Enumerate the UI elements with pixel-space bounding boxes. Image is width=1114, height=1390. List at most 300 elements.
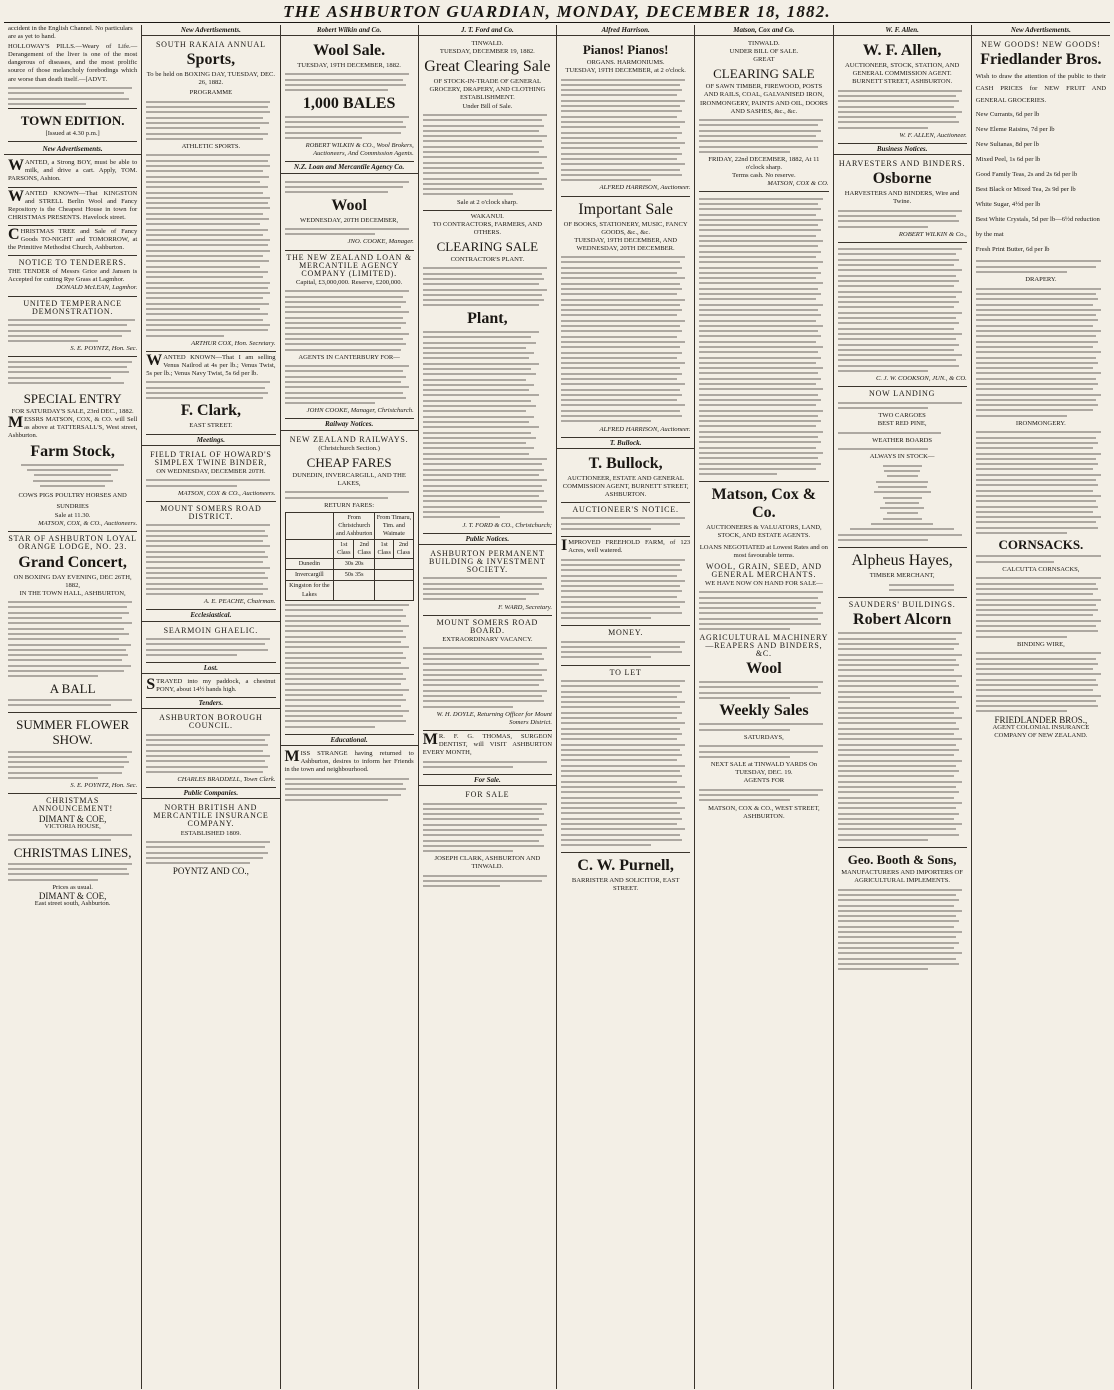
section-heading: J. T. Ford and Co. <box>419 25 556 36</box>
money-advert <box>561 626 690 665</box>
text-lines <box>285 116 414 139</box>
council-notice <box>146 711 275 788</box>
wool-when: WEDNESDAY, 20TH DECEMBER, <box>300 216 399 224</box>
wool-grain-heading: WOOL, GRAIN, SEED, AND GENERAL MERCHANTS. <box>705 561 822 579</box>
wakanui-heading: WAKANUI. <box>470 212 504 220</box>
prices-note: Prices as usual. <box>52 883 93 891</box>
farm-advert <box>561 537 690 626</box>
section-heading: N.Z. Loan and Mercantile Agency Co. <box>281 162 418 173</box>
calcutta-heading: CALCUTTA CORNSACKS, <box>1002 565 1080 573</box>
bullock-advert <box>561 451 690 503</box>
cookson-signature: C. J. W. COOKSON, JUN., & CO. <box>875 375 967 383</box>
concert-title: Grand Concert, <box>18 553 127 571</box>
rakaia-title: SOUTH RAKAIA ANNUAL <box>155 40 266 50</box>
fare-values-invercargill: 50s 35s <box>334 570 375 581</box>
text-lines <box>8 361 137 384</box>
society-signature: F. WARD, Secretary. <box>498 603 552 611</box>
sports-title: Sports, <box>186 51 236 69</box>
text-lines <box>561 79 690 182</box>
fare-header-timaru: From Timaru, Tim. and Waimate <box>375 512 414 539</box>
christmas-lines-title: CHRISTMAS LINES, <box>13 844 132 860</box>
alcorn-name: Robert Alcorn <box>853 611 952 629</box>
text-lines <box>976 577 1106 637</box>
gaelic-notice <box>146 624 275 663</box>
section-heading: Alfred Harrison. <box>557 25 694 36</box>
notice-title: NOTICE TO TENDERERS. <box>18 258 127 268</box>
rakaia-sports-advert <box>146 38 275 352</box>
wanted-text: WANTED, a Strong BOY, must be able to milk, and drive a cart. Apply, TOM. PARSONS, Ashton. <box>8 157 138 183</box>
mount-somers-notice <box>146 502 275 611</box>
strayed-text: STRAYED into my paddock, a chestnut PONY, about 14½ hands high. <box>146 676 276 694</box>
section-heading: Matson, Cox and Co. <box>695 25 832 36</box>
mount-somers-signature: A. E. PEACHE, Chairman. <box>203 598 276 606</box>
section-heading: W. F. Allen. <box>834 25 971 36</box>
text-lines <box>838 448 967 450</box>
timber-reserve: Terms cash. No reserve. <box>732 172 796 180</box>
nzloan-company-advert <box>285 251 414 420</box>
price-item: New Currants, 6d per lb <box>975 111 1040 119</box>
text-lines <box>561 256 690 422</box>
bill-of-sale: UNDER BILL OF SALE. <box>729 48 799 56</box>
text-lines <box>8 751 137 779</box>
section-heading: Lost. <box>142 663 279 674</box>
text-lines <box>699 723 828 730</box>
wool-sale-date: TUESDAY, 19TH DECEMBER, 1882. <box>297 62 401 70</box>
farm-stock-title: Farm Stock, <box>30 442 115 460</box>
nzloan-wool-advert <box>285 176 414 251</box>
timber-sale-advert <box>699 38 828 192</box>
dimant-advert <box>8 794 137 911</box>
field-trial-advert <box>146 448 275 502</box>
text-lines <box>838 534 967 541</box>
dimant-name: DIMANT & COE, <box>38 813 107 824</box>
osborne-sub: HARVESTERS AND BINDERS, Wire and Twine. <box>844 190 960 206</box>
cooke-signature-2: JOHN COOKE, Manager, Christchurch. <box>306 407 414 415</box>
allen-address: BURNETT STREET, ASHBURTON. <box>852 78 953 86</box>
agents-heading: AGENTS IN CANTERBURY FOR— <box>298 353 400 361</box>
column-6 <box>695 25 833 1389</box>
clearing-sale-title: CLEARING SALE <box>713 66 815 82</box>
section-heading: Tenders. <box>142 698 279 709</box>
red-pine: BEST RED PINE, <box>877 420 927 428</box>
we-have-heading: WE HAVE NOW ON HAND FOR SALE— <box>705 579 823 587</box>
announcement-title: CHRISTMAS ANNOUNCEMENT! <box>32 796 113 814</box>
tinwald-heading: TINWALD. <box>471 40 504 48</box>
fare-row-kingston: Kingston for the Lakes <box>285 581 334 600</box>
for-sale-title: FOR SALE <box>465 790 510 800</box>
text-lines <box>976 652 1106 712</box>
cookson-advert <box>838 243 967 387</box>
section-heading: New Advertisements. <box>4 144 141 155</box>
pianos-when: TUESDAY, 19TH DECEMBER, at 2 o'clock. <box>565 67 686 75</box>
loans: LOANS NEGOTIATED at Lowest Rates and on most favourable terms. <box>699 543 828 559</box>
contractors-heading: TO CONTRACTORS, FARMERS, AND OTHERS. <box>432 220 543 236</box>
new-goods-title: NEW GOODS! NEW GOODS! <box>981 40 1101 50</box>
return-fares-heading: RETURN FARES: <box>324 501 375 509</box>
wool-title: Wool <box>746 659 782 677</box>
matson-signature: MATSON, COX, & CO., Auctioneers. <box>38 520 138 528</box>
dentist-notice <box>423 731 552 775</box>
text-lines <box>285 604 414 728</box>
text-lines <box>976 260 1106 273</box>
town-edition-title: TOWN EDITION. <box>20 113 125 129</box>
text-lines <box>699 789 828 802</box>
tinwald-yards: NEXT SALE at TINWALD YARDS On TUESDAY, DEC. 19. <box>710 761 818 777</box>
concert-where: IN THE TOWN HALL, ASHBURTON, <box>19 589 126 597</box>
text-lines <box>285 290 414 350</box>
dimant-name-footer: DIMANT & COE, <box>38 890 107 901</box>
contractor-sale-advert <box>423 211 552 534</box>
text-lines <box>146 524 275 595</box>
mount-somers-title: MOUNT SOMERS ROAD DISTRICT. <box>160 503 262 521</box>
always-in-stock: ALWAYS IN STOCK— <box>869 453 935 461</box>
books-description: OF BOOKS, STATIONERY, MUSIC, FANCY GOODS, &c., &c. <box>563 220 688 236</box>
ironmongery-heading: IRONMONGERY. <box>1015 419 1066 427</box>
tenderers-notice <box>8 256 137 296</box>
text-lines <box>285 778 414 801</box>
flower-show-title: SUMMER FLOWER SHOW. <box>16 717 130 748</box>
section-heading: Meetings. <box>142 435 279 446</box>
friedlander-advert <box>976 38 1106 743</box>
strange-text: MISS STRANGE having returned to Ashburton, desires to inform her Friends in the town and neighbourhood. <box>284 748 414 774</box>
fare-class-1: 1st Class <box>334 540 354 559</box>
price-list <box>976 107 1106 257</box>
notice-signature: DONALD McLEAN, Lagmhor. <box>56 284 138 292</box>
auctioneer-notice <box>561 503 690 537</box>
christmas-tree-text: CHRISTMAS TREE and Sale of Fancy Goods TO-NIGHT and TOMORROW, at the Primitive Methodist Church, Ashburton. <box>8 225 138 252</box>
fare-class-1b: 1st Class <box>375 540 394 559</box>
masthead <box>4 0 1110 23</box>
weekly-sales-title: Weekly Sales <box>719 702 809 720</box>
bullock-sub: AUCTIONEER, ESTATE AND GENERAL COMMISSION AGENT, BURNETT STREET, ASHBURTON. <box>562 474 689 498</box>
text-lines <box>976 288 1106 417</box>
matson-signature: MATSON, COX & CO. <box>767 180 829 188</box>
star-lodge-title: STAR OF ASHBURTON LOYAL ORANGE LODGE, NO. 23. <box>8 534 137 552</box>
section-heading: New Advertisements. <box>972 25 1110 36</box>
text-lines <box>838 210 967 228</box>
section-heading: Railway Notices. <box>281 419 418 430</box>
special-entry-body: MESSRS MATSON, COX, & CO. will Sell as above at TATTERSALL'S, West street, Ashburton. <box>8 414 138 440</box>
text-lines <box>699 591 828 630</box>
section-heading: Educational. <box>281 735 418 746</box>
saturdays: SATURDAYS, <box>743 733 784 741</box>
hayes-advert <box>838 548 967 598</box>
tuesday-date: TUESDAY, DECEMBER 19, 1882. <box>439 48 535 56</box>
fare-values-dunedin: 30s 20s <box>334 559 375 570</box>
sale-time: Sale at 2 o'clock sharp. <box>457 198 518 206</box>
auctioneer-notice-title: AUCTIONEER'S NOTICE. <box>572 505 679 515</box>
section-heading: Business Notices. <box>834 144 971 155</box>
important-sale-title: Important Sale <box>578 200 673 218</box>
road-board-notice <box>423 616 552 731</box>
programme-heading: PROGRAMME <box>189 89 233 97</box>
text-lines <box>423 114 552 195</box>
field-trial-title: FIELD TRIAL OF HOWARD'S SIMPLEX TWINE BINDER, <box>150 449 272 467</box>
column-5 <box>557 25 695 1389</box>
cheap-fares-title: CHEAP FARES <box>306 454 392 470</box>
sports-signature: ARTHUR COX, Hon. Secretary. <box>191 339 276 347</box>
text-lines <box>561 680 690 846</box>
temperance-notice <box>8 297 137 358</box>
special-entry-for: FOR SATURDAY'S SALE, 23rd DEC., 1882. <box>11 408 134 416</box>
concert-advert <box>8 532 137 713</box>
text-lines <box>146 479 275 486</box>
allen-advert <box>838 38 967 144</box>
alcorn-advert <box>838 598 967 848</box>
pianos-title: Pianos! Pianos! <box>582 42 669 58</box>
clearing-sale-advert <box>423 38 552 211</box>
price-item: Mixed Peel, 1s 6d per lb <box>975 156 1041 164</box>
ball-title: A BALL <box>49 680 96 696</box>
wool-title: Wool <box>331 196 367 214</box>
returning-officer: W. H. DOYLE, Returning Officer for Mount Somers District. <box>436 710 552 726</box>
text-lines <box>8 863 137 881</box>
booth-name: Geo. Booth & Sons, <box>847 852 957 868</box>
wilkin-signature: ROBERT WILKIN & CO., Wool Brokers, Auctioneers, And Commission Agents. <box>305 142 414 158</box>
harvesters-heading: HARVESTERS AND BINDERS. <box>838 159 966 169</box>
price-item: White Sugar, 4½d per lb <box>975 201 1041 209</box>
victoria-house: VICTORIA HOUSE, <box>44 822 101 830</box>
nbm-title: NORTH BRITISH AND MERCANTILE INSURANCE COMPANY. <box>153 803 269 829</box>
matson-sub: AUCTIONEERS & VALUATORS, LAND, STOCK, AND ESTATE AGENTS. <box>706 524 822 540</box>
wanted-advert <box>8 157 137 187</box>
plant-list <box>423 331 552 518</box>
fare-row-invercargill: Invercargill <box>285 570 334 581</box>
price-item: New Eleme Raisins, 7d per lb <box>975 126 1055 134</box>
hayes-sub: TIMBER MERCHANT, <box>869 572 935 580</box>
section-heading: For Sale. <box>419 775 556 786</box>
land-list <box>699 198 828 475</box>
strange-advert <box>285 748 414 807</box>
christmas-tree-advert <box>8 226 137 256</box>
section-heading: Public Companies. <box>142 788 279 799</box>
cooke-signature: JNO. COOKE, Manager. <box>347 238 414 246</box>
railway-title: NEW ZEALAND RAILWAYS. <box>289 434 409 444</box>
wool-sale-advert <box>285 38 414 162</box>
road-board-title: MOUNT SOMERS ROAD BOARD. <box>436 617 539 635</box>
purnell-sub: BARRISTER AND SOLICITOR, EAST STREET. <box>571 877 680 893</box>
allen-name: W. F. Allen, <box>862 42 942 60</box>
nzloan-company: THE NEW ZEALAND LOAN & MERCANTILE AGENCY COMPANY (LIMITED). <box>286 252 412 278</box>
stock-list <box>838 465 967 531</box>
books-when: TUESDAY, 19TH DECEMBER, AND WEDNESDAY, 20TH DECEMBER. <box>574 236 677 252</box>
text-lines <box>423 761 552 768</box>
landing-title: NOW LANDING <box>869 389 936 399</box>
section-heading: Ecclesiastical. <box>142 610 279 621</box>
farm-text: IMPROVED FREEHOLD FARM, of 123 Acres, well watered. <box>561 537 691 555</box>
matson-footer: MATSON, COX & CO., WEST STREET, ASHBURTON. <box>708 804 820 820</box>
friedlander-intro: Wish to draw the attention of the public to their CASH PRICES for NEW FRUIT AND GENERAL GROCERIES. <box>975 73 1106 105</box>
purnell-name: C. W. Purnell, <box>577 857 674 875</box>
railway-section: (Christchurch Section.) <box>318 444 380 452</box>
text-lines <box>146 638 275 656</box>
price-item: Best White Crystals, 5d per lb—6½d reduction by the mat <box>975 216 1100 239</box>
field-trial-signature: MATSON, COX & CO., Auctioneers. <box>178 489 276 497</box>
contractors-plant: CONTRACTOR'S PLANT. <box>450 255 525 263</box>
text-lines <box>838 632 967 841</box>
allen-sub: AUCTIONEER, STOCK, STATION, AND GENERAL COMMISSION AGENT. <box>844 62 960 78</box>
price-item: Best Black or Mixed Tea, 2s 9d per lb <box>975 186 1076 194</box>
dimant-address: East street south, Ashburton. <box>34 900 111 908</box>
organs: ORGANS. HARMONIUMS. <box>586 59 665 67</box>
text-lines <box>8 601 137 677</box>
wanted-known-text: WANTED KNOWN—That I am selling Venus Nailrod at 4s per lb.; Venus Twist, 5s per lb.; Venus Navy Twist, 5s 6d per lb. <box>146 351 276 377</box>
text-lines <box>8 834 137 841</box>
vacancy-heading: EXTRAORDINARY VACANCY. <box>442 635 533 643</box>
tinwald-heading: TINWALD. <box>748 40 780 48</box>
important-sale-advert <box>561 197 690 438</box>
special-entry-advert <box>8 387 137 532</box>
wanted-known-text: WANTED KNOWN—That KINGSTON and STRELL Berlin Wool and Fancy Repository is the Cheapest House in town for CHRISTMAS PRESENTS. Havelock street. <box>8 187 138 221</box>
text-lines <box>561 559 690 619</box>
gaelic-title: SEARMOIN GHAELIC. <box>163 625 259 635</box>
bales-count: 1,000 BALES <box>302 94 396 112</box>
fare-class-2b: 2nd Class <box>394 540 414 559</box>
text-lines <box>838 432 967 434</box>
text-lines <box>285 228 414 235</box>
wanted-known-advert <box>8 188 137 226</box>
text-lines <box>146 734 275 773</box>
friedlander-name: Friedlander Bros. <box>980 51 1102 69</box>
nbm-established: ESTABLISHED 1809. <box>180 829 242 837</box>
section-heading: New Advertisements. <box>142 25 279 36</box>
bullock-name: T. Bullock, <box>588 454 663 472</box>
stock-description: OF STOCK-IN-TRADE OF GENERAL GROCERY, DRAPERY, AND CLOTHING ESTABLISHMENT. <box>429 78 546 102</box>
text-lines <box>285 365 414 404</box>
hayes-name: Alpheus Hayes, <box>851 552 953 570</box>
clark-footer: JOSEPH CLARK, ASHBURTON AND TINWALD. <box>434 855 541 871</box>
great-clearing-title: Great Clearing Sale <box>424 58 551 76</box>
farm-items: COWS PIGS POULTRY HORSES AND SUNDRIES <box>18 492 127 511</box>
matson-main-advert <box>699 482 828 823</box>
column-7 <box>834 25 972 1389</box>
cheap-fares-to: DUNEDIN, INVERCARGILL, AND THE LAKES, <box>292 471 406 487</box>
cargoes: TWO CARGOES <box>878 412 926 420</box>
text-lines <box>699 119 828 153</box>
booth-sub: MANUFACTURERS AND IMPORTERS OF AGRICULTURAL IMPLEMENTS. <box>841 869 963 885</box>
ford-signature: J. T. FORD & CO., Christchurch; <box>462 521 552 529</box>
wool-sale-title: Wool Sale. <box>313 42 386 60</box>
clark-address: EAST STREET. <box>189 422 233 430</box>
osborne-title: Osborne <box>872 170 932 188</box>
price-item: New Sultanas, 8d per lb <box>975 141 1039 149</box>
capital: Capital, £3,000,000. Reserve, £200,000. <box>296 278 403 286</box>
fare-class-2: 2nd Class <box>354 540 375 559</box>
text-lines <box>561 517 690 530</box>
text-lines <box>423 267 552 306</box>
strayed-notice <box>146 676 275 698</box>
news-paragraph: accident in the English Channel. No particulars are as yet to hand. <box>8 25 133 41</box>
text-lines <box>285 181 414 194</box>
to-let-title: TO LET <box>609 667 642 677</box>
text-lines <box>285 491 414 498</box>
text-lines <box>699 681 828 699</box>
fares-table <box>285 512 414 601</box>
pianos-advert <box>561 38 690 196</box>
binding-wire-heading: BINDING WIRE, <box>1016 640 1065 648</box>
sale-time: Sale at 11.30. <box>54 512 91 520</box>
text-lines <box>285 73 414 91</box>
temperance-title: UNITED TEMPERANCE DEMONSTRATION. <box>23 298 122 316</box>
great-label: GREAT <box>753 56 775 64</box>
text-lines <box>8 319 137 342</box>
timber-items: OF SAWN TIMBER, FIREWOOD, POSTS AND RAILS, COAL, GALVANISED IRON, IRONMONGERY, PAINTS AND OIL, DOORS AND SASHES, &c., &c. <box>699 83 828 115</box>
to-let-advert <box>561 666 690 854</box>
clearing-sale-title: CLEARING SALE <box>436 238 539 254</box>
harrison-signature-2: ALFRED HARRISON, Auctioneer. <box>599 425 691 433</box>
price-item: Good Family Teas, 2s and 2s 6d per lb <box>975 171 1078 179</box>
purnell-advert <box>561 853 690 896</box>
programme-lines <box>146 101 275 140</box>
text-lines <box>561 641 690 659</box>
council-title: ASHBURTON BOROUGH COUNCIL. <box>159 713 263 731</box>
insurance-agent: AGENT COLONIAL INSURANCE COMPANY OF NEW ZEALAND. <box>992 723 1090 739</box>
plant-title: Plant, <box>467 309 508 327</box>
section-heading: Robert Wilkin and Co. <box>281 25 418 36</box>
text-lines <box>423 875 552 888</box>
council-signature: CHARLES BRADDELL, Town Clerk. <box>177 776 276 784</box>
text-lines <box>423 577 552 600</box>
text-lines <box>976 555 1106 562</box>
dentist-text: MR. F. G. THOMAS, SURGEON DENTIST, will VISIT ASHBURTON EVERY MONTH, <box>422 730 552 757</box>
column-4 <box>419 25 557 1389</box>
text-lines <box>8 699 137 706</box>
text-lines <box>146 841 275 864</box>
railway-notice <box>285 433 414 735</box>
column-2 <box>142 25 280 1389</box>
for-sale-notice <box>423 788 552 894</box>
weather-boards: WEATHER BOARDS <box>872 436 933 444</box>
price-item: Fresh Print Butter, 6d per lb <box>975 246 1050 254</box>
cornsacks-title: CORNSACKS. <box>998 537 1084 553</box>
temperance-signature: S. E. POYNTZ, Hon. Sec. <box>70 345 138 353</box>
column-3 <box>281 25 419 1389</box>
money-title: MONEY. <box>608 628 644 638</box>
text-lines <box>8 464 137 487</box>
sports-when: To be held on BOXING DAY, TUESDAY, DEC. 26, 1882. <box>146 71 276 87</box>
text-lines <box>838 402 967 409</box>
agents-heading: AGENTS FOR <box>743 777 785 785</box>
text-lines <box>838 584 967 591</box>
text-lines <box>146 381 275 399</box>
text-lines <box>423 803 552 853</box>
fare-header-christchurch: From Christchurch and Ashburton <box>334 512 375 539</box>
text-lines <box>976 431 1106 534</box>
text-lines <box>838 90 967 129</box>
fare-row-dunedin: Dunedin <box>285 559 334 570</box>
flower-show-signature: S. E. POYNTZ, Hon. Sec. <box>70 782 138 790</box>
concert-when: ON BOXING DAY EVENING, DEC 26TH, 1882, <box>13 573 132 589</box>
special-entry-title: SPECIAL ENTRY <box>23 391 122 407</box>
field-trial-when: ON WEDNESDAY, DECEMBER 20TH. <box>156 467 266 475</box>
saunders-heading: SAUNDERS' BUILDINGS. <box>848 600 956 610</box>
agricultural-heading: AGRICULTURAL MACHINERY—REAPERS AND BINDERS, &C. <box>699 632 829 658</box>
matson-name: Matson, Cox & Co. <box>711 486 817 522</box>
wilkin-signature: ROBERT WILKIN & Co., <box>898 230 967 238</box>
section-heading: Public Notices. <box>419 534 556 545</box>
column-1 <box>4 25 142 1389</box>
notice-body: THE TENDER of Messrs Grice and Jansen is Accepted for cutting Rye Grass at Lagmhor. <box>8 268 138 284</box>
harrison-signature: ALFRED HARRISON, Auctioneer. <box>599 184 691 192</box>
text-lines <box>699 745 828 758</box>
building-society-notice <box>423 547 552 616</box>
friedlander-footer: FRIEDLANDER BROS., <box>994 714 1088 725</box>
holloway-advert: HOLLOWAY'S PILLS.—Weary of Life.—Derangement of the liver is one of the most dangerous of diseases, and the most prolific source of those melancholy forebodings which are worse than death itself.—[ADVT. <box>8 43 138 83</box>
poyntz-name: POYNTZ AND CO., <box>172 866 249 877</box>
text-lines <box>838 248 967 372</box>
allen-signature: W. F. ALLEN, Auctioneer. <box>899 131 967 139</box>
programme-lines <box>146 154 275 336</box>
